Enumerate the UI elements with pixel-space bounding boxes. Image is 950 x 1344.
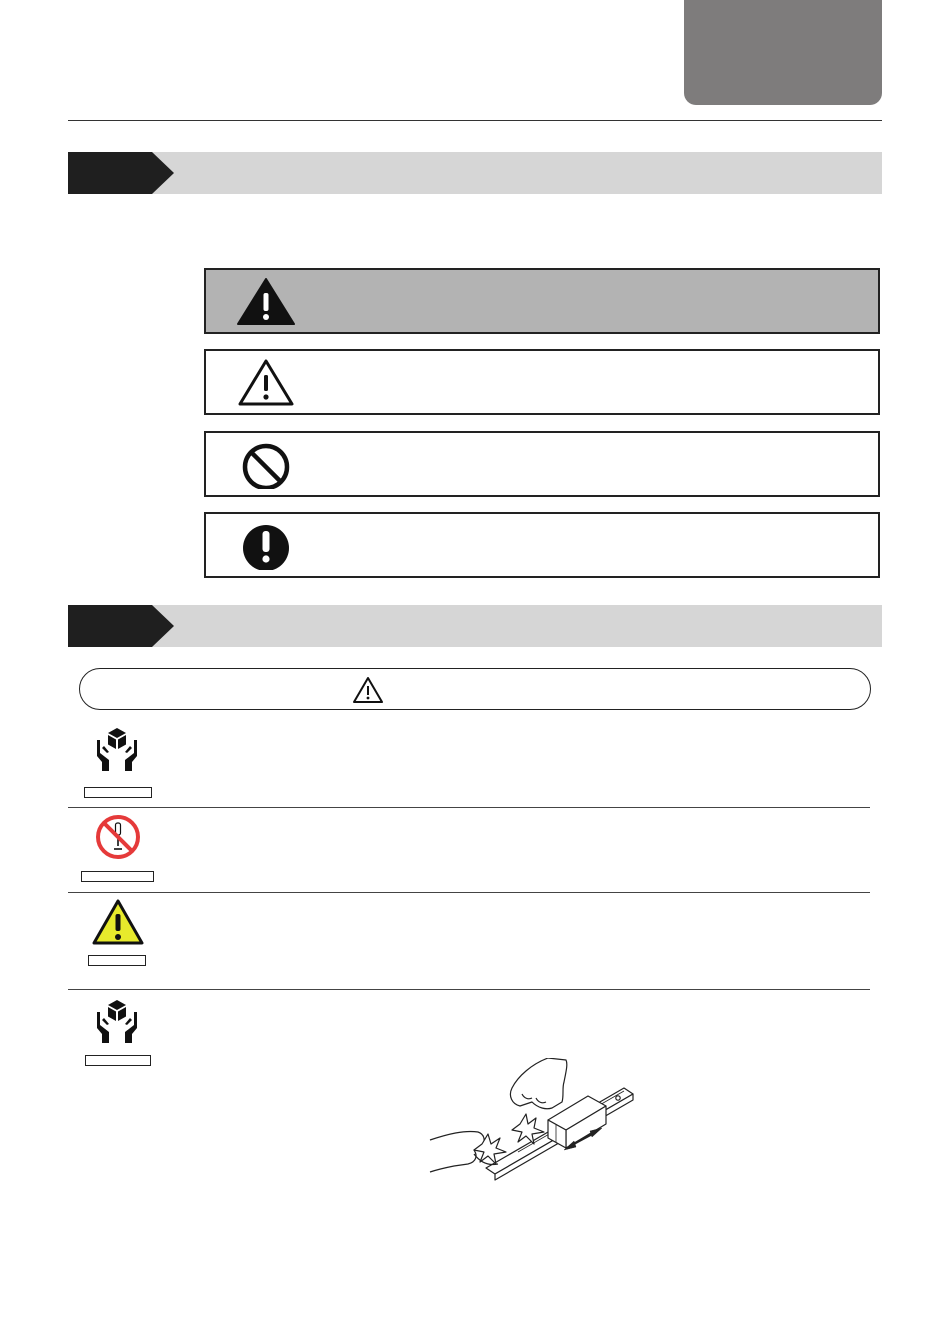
item-3-label-box [88, 955, 146, 966]
hand-pinch-hazard-illustration [428, 1058, 642, 1182]
filled-warning-triangle-icon [236, 276, 296, 326]
mandatory-exclamation-circle-icon [236, 520, 296, 570]
header-rule [68, 120, 882, 121]
page-corner-tab [684, 0, 882, 105]
outline-warning-triangle-icon [236, 357, 296, 407]
item-4-label-box [85, 1055, 151, 1066]
mandatory-sign-row [204, 512, 880, 578]
item-divider-2 [68, 892, 870, 893]
caution-item-2-icon-wrap [94, 813, 142, 866]
do-not-disassemble-icon [94, 813, 142, 861]
yellow-caution-triangle-icon [92, 898, 144, 946]
handle-with-care-icon [93, 998, 141, 1046]
warning-sign-row [204, 349, 880, 415]
caution-item-3-icon-wrap [92, 898, 144, 951]
section-tag-2 [68, 605, 174, 647]
caution-header-pill [79, 668, 871, 710]
item-divider-3 [68, 989, 870, 990]
prohibited-sign-row [204, 431, 880, 497]
item-divider-1 [68, 807, 870, 808]
caution-item-1-icon-wrap [93, 726, 141, 779]
prohibition-circle-icon [236, 439, 296, 489]
outline-warning-triangle-icon [352, 676, 384, 704]
caution-item-4-icon-wrap [93, 998, 141, 1051]
danger-sign-row [204, 268, 880, 334]
item-2-label-box [81, 871, 154, 882]
item-1-label-box [84, 787, 152, 798]
section-header-1 [68, 152, 882, 194]
section-header-2 [68, 605, 882, 647]
section-tag-1 [68, 152, 174, 194]
handle-with-care-icon [93, 726, 141, 774]
